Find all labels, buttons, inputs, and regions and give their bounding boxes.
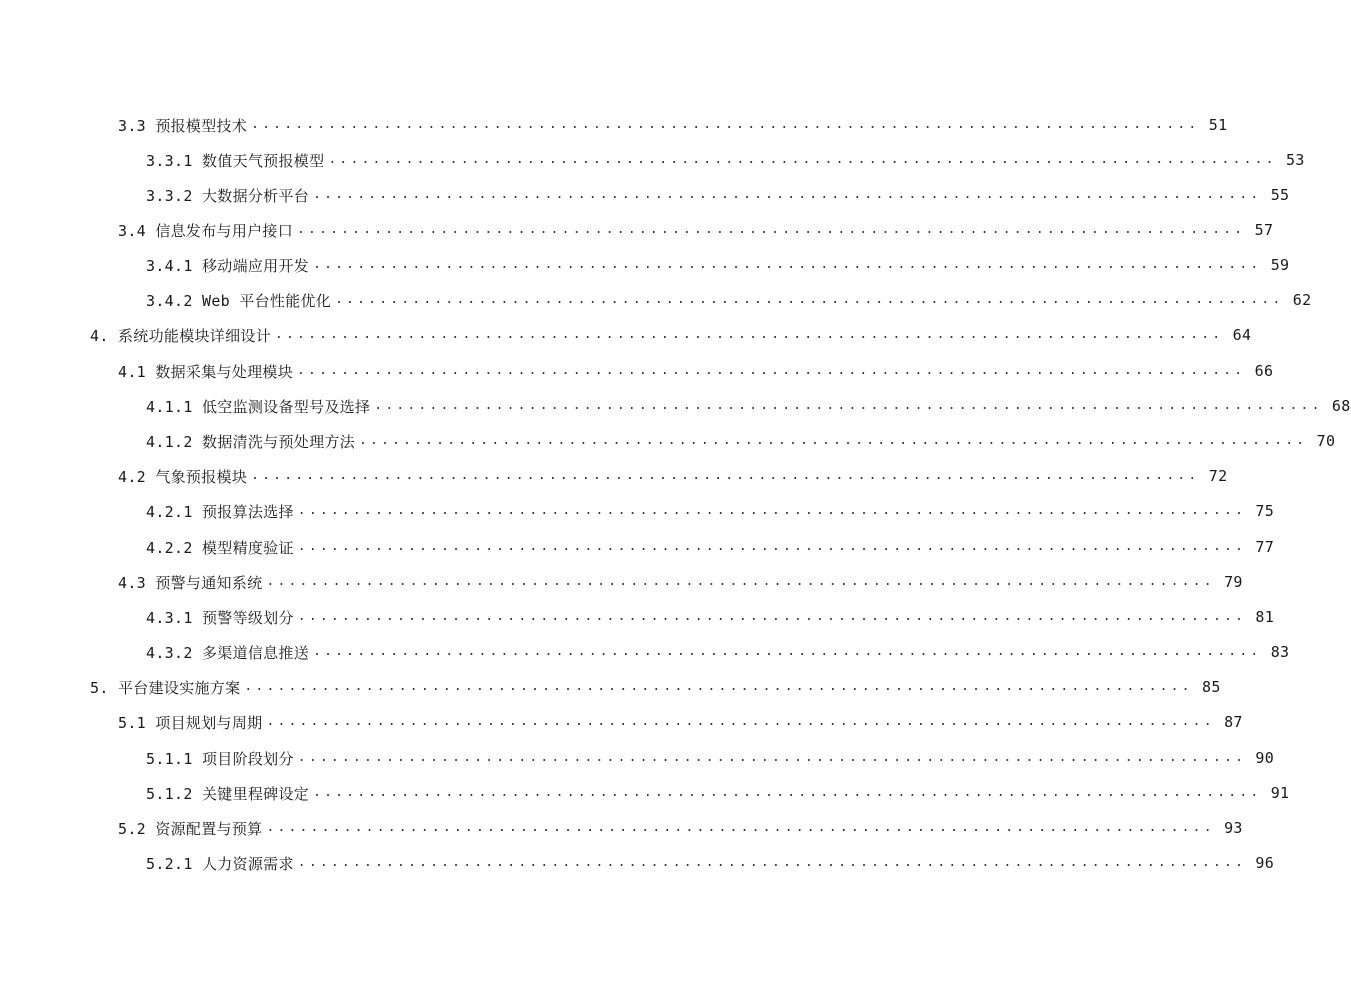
toc-entry[interactable]: [0, 746, 1275, 770]
toc-entry[interactable]: [0, 323, 1252, 347]
dot-leader: ......................................................................................: [297, 222, 1246, 237]
toc-entry[interactable]: [0, 851, 1275, 875]
dot-leader: ......................................................................................: [313, 785, 1262, 800]
toc-entry-page: 79: [1224, 573, 1243, 591]
toc-entry-page: 93: [1224, 819, 1243, 837]
toc-entry-title: 4.2.1 预报算法选择: [146, 502, 294, 521]
dot-leader: ......................................................................................: [313, 644, 1262, 659]
toc-entry[interactable]: [0, 710, 1243, 734]
dot-leader: ......................................................................................: [297, 855, 1247, 870]
toc-entry[interactable]: [0, 253, 1290, 277]
toc-entry[interactable]: [0, 148, 1305, 172]
toc-entry-page: 51: [1208, 116, 1228, 134]
toc-entry[interactable]: [0, 359, 1274, 383]
toc-entry-title: 4.2 气象预报模块: [118, 467, 248, 486]
toc-entry-title: 5. 平台建设实施方案: [90, 678, 241, 697]
toc-entry[interactable]: [0, 183, 1290, 207]
toc-entry[interactable]: [0, 675, 1221, 699]
toc-entry[interactable]: [0, 429, 1336, 453]
toc-entry-page: 96: [1255, 854, 1275, 872]
dot-leader: ......................................................................................: [251, 468, 1200, 483]
toc-entry-title: 3.4 信息发布与用户接口: [118, 221, 294, 240]
toc-entry-title: 3.3.1 数值天气预报模型: [146, 151, 325, 170]
dot-leader: ......................................................................................: [313, 187, 1262, 202]
toc-entry-page: 72: [1208, 467, 1228, 485]
dot-leader: ......................................................................................: [251, 117, 1200, 132]
toc-entry-title: 4.2.2 模型精度验证: [146, 538, 294, 557]
dot-leader: ......................................................................................: [297, 539, 1247, 554]
toc-entry-title: 5.2 资源配置与预算: [118, 819, 263, 838]
dot-leader: ......................................................................................: [297, 503, 1247, 518]
dot-leader: ......................................................................................: [374, 398, 1323, 413]
toc-entry-page: 68: [1331, 397, 1351, 415]
toc-entry-title: 5.1 项目规划与周期: [118, 713, 263, 732]
toc-entry-page: 64: [1232, 326, 1252, 344]
toc-entry-title: 4.1.1 低空监测设备型号及选择: [146, 397, 371, 416]
toc-entry-page: 85: [1202, 678, 1221, 696]
toc-entry[interactable]: [0, 535, 1275, 559]
toc-entry-page: 62: [1292, 291, 1312, 309]
toc-entry-page: 81: [1255, 608, 1275, 626]
dot-leader: ......................................................................................: [359, 433, 1308, 448]
toc-entry-title: 3.3 预报模型技术: [118, 116, 248, 135]
toc-entry[interactable]: [0, 640, 1290, 664]
toc-entry[interactable]: [0, 394, 1351, 418]
toc-entry-page: 53: [1286, 151, 1305, 169]
toc-entry-title: 3.3.2 大数据分析平台: [146, 186, 310, 205]
toc-entry-title: 4.3 预警与通知系统: [118, 573, 263, 592]
toc-entry[interactable]: [0, 499, 1275, 523]
toc-entry-page: 83: [1270, 643, 1290, 661]
dot-leader: ......................................................................................: [297, 363, 1246, 378]
toc-entry-page: 59: [1270, 256, 1290, 274]
toc-entry[interactable]: [0, 570, 1243, 594]
toc-entry[interactable]: [0, 288, 1312, 312]
toc-entry-page: 75: [1255, 502, 1275, 520]
toc-entry-page: 91: [1270, 784, 1290, 802]
dot-leader: ......................................................................................: [297, 609, 1247, 624]
toc-entry-title: 3.4.1 移动端应用开发: [146, 256, 310, 275]
toc-entry-title: 4.1 数据采集与处理模块: [118, 362, 294, 381]
toc-entry-title: 4.3.2 多渠道信息推送: [146, 643, 310, 662]
toc-entry-page: 70: [1316, 432, 1336, 450]
toc-entry[interactable]: [0, 816, 1243, 840]
toc-entry[interactable]: [0, 605, 1275, 629]
toc-entry[interactable]: [0, 113, 1228, 137]
dot-leader: ......................................................................................: [275, 327, 1224, 342]
toc-entry-page: 77: [1255, 538, 1275, 556]
dot-leader: ......................................................................................: [266, 714, 1215, 729]
toc-entry-page: 66: [1254, 362, 1274, 380]
toc-entry-title: 3.4.2 Web 平台性能优化: [146, 291, 332, 310]
toc-entry-page: 87: [1224, 713, 1243, 731]
toc-entry-title: 4. 系统功能模块详细设计: [90, 326, 271, 345]
toc-entry-title: 5.1.2 关键里程碑设定: [146, 784, 310, 803]
dot-leader: ......................................................................................: [328, 152, 1277, 167]
dot-leader: ......................................................................................: [335, 292, 1284, 307]
toc-entry-page: 55: [1270, 186, 1290, 204]
toc-entry-title: 5.2.1 人力资源需求: [146, 854, 294, 873]
toc-entry[interactable]: [0, 781, 1290, 805]
toc-entry-title: 5.1.1 项目阶段划分: [146, 749, 294, 768]
toc-entry-title: 4.1.2 数据清洗与预处理方法: [146, 432, 355, 451]
dot-leader: ......................................................................................: [313, 257, 1262, 272]
toc-entry-title: 4.3.1 预警等级划分: [146, 608, 294, 627]
dot-leader: ......................................................................................: [297, 750, 1247, 765]
dot-leader: ......................................................................................: [266, 820, 1215, 835]
toc-entry[interactable]: [0, 218, 1274, 242]
dot-leader: ......................................................................................: [244, 679, 1193, 694]
toc-entry-page: 90: [1255, 749, 1275, 767]
toc-entry-page: 57: [1254, 221, 1274, 239]
dot-leader: ......................................................................................: [266, 574, 1215, 589]
toc-entry[interactable]: [0, 464, 1228, 488]
